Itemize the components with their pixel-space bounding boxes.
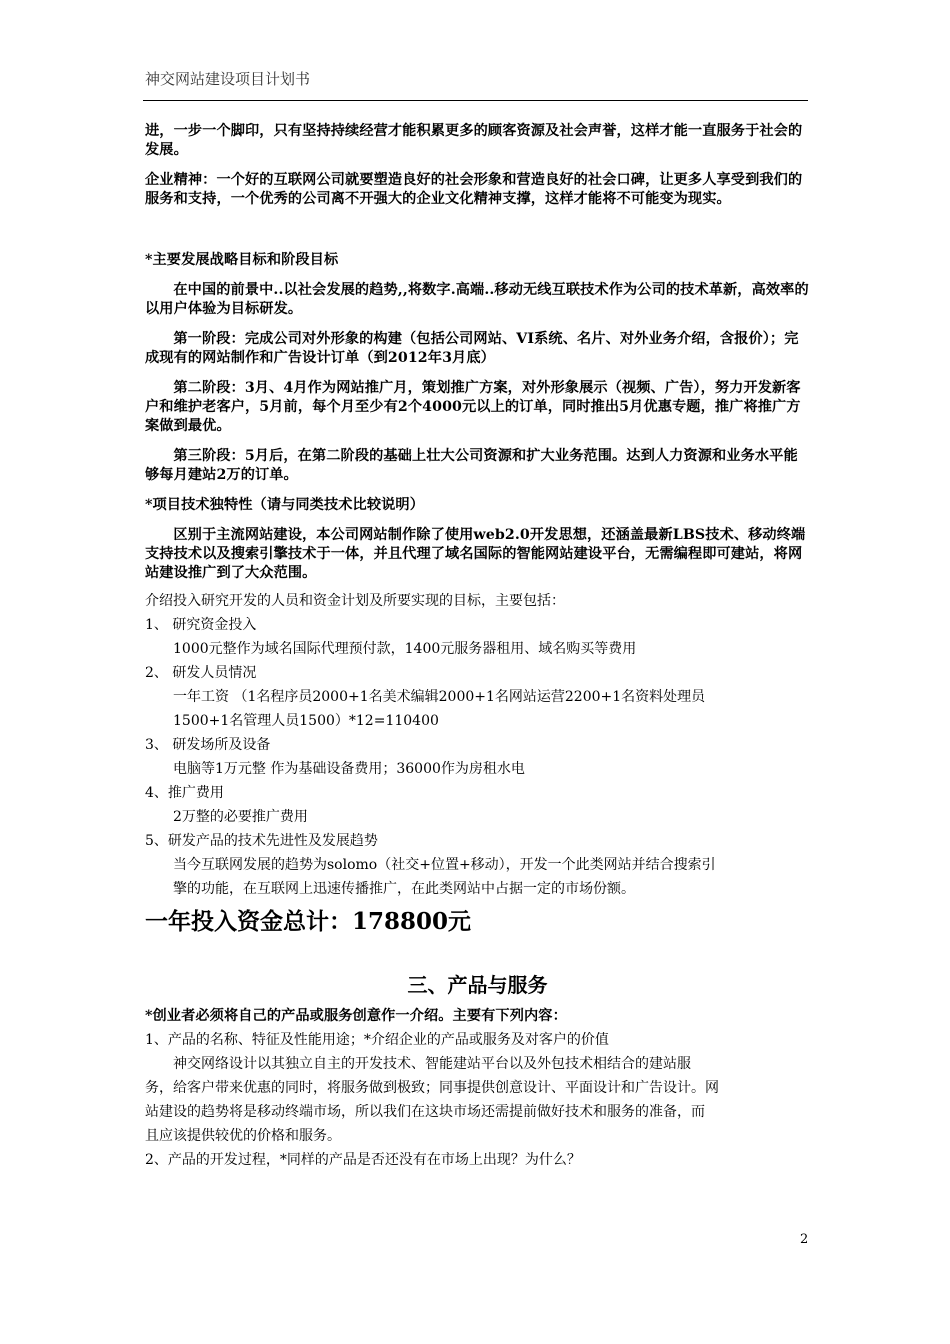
list-detail-technology-2: 擎的功能，在互联网上迅速传播推广，在此类网站中占据一定的市场份额。 bbox=[173, 881, 635, 897]
product-description-3: 站建设的趋势将是移动终端市场，所以我们在这块市场还需提前做好技术和服务的准备，而 bbox=[145, 1104, 705, 1120]
page-number: 2 bbox=[800, 1232, 809, 1247]
list-detail-technology-1: 当今互联网发展的趋势为solomo（社交+位置+移动），开发一个此类网站并结合搜索引 bbox=[173, 857, 716, 873]
heading-product-intro: *创业者必须将自己的产品或服务创意作一介绍。主要有下列内容： bbox=[145, 1008, 567, 1024]
page-content bbox=[145, 122, 810, 1172]
list-detail-staff-2: 1500+1名管理人员1500）*12=110400 bbox=[173, 713, 439, 729]
list-item-product-name: 1、产品的名称、特征及性能用途；*介绍企业的产品或服务及对客户的价值 bbox=[145, 1032, 609, 1048]
heading-tech: *项目技术独特性（请与同类技术比较说明） bbox=[145, 497, 424, 513]
list-detail-staff-1: 一年工资 （1名程序员2000+1名美术编辑2000+1名网站运营2200+1名资料处理员 bbox=[173, 689, 706, 705]
paragraph-strategy: 在中国的前景中..以社会发展的趋势,,将数字.高端..移动无线互联技术作为公司的技术革新，高效率的以用户体验为目标研发。 bbox=[145, 282, 809, 317]
paragraph-phase-2: 第二阶段：3月、4月作为网站推广月，策划推广方案，对外形象展示（视频、广告），努力开发新客户和维护老客户，5月前，每个月至少有2个4000元以上的订单，同时推出5月优惠专题，推广将推广方案做到最优。 bbox=[145, 380, 801, 434]
product-description-1: 神交网络设计以其独立自主的开发技术、智能建站平台以及外包技术相结合的建站服 bbox=[173, 1056, 691, 1072]
paragraph-phase-1: 第一阶段：完成公司对外形象的构建（包括公司网站、VI系统、名片、对外业务介绍，含报价）；完成现有的网站制作和广告设计订单（到2012年3月底） bbox=[145, 331, 799, 366]
list-item-funding: 1、 研究资金投入 bbox=[145, 617, 257, 633]
list-item-facility: 3、 研发场所及设备 bbox=[145, 737, 271, 753]
list-item-technology: 5、研发产品的技术先进性及发展趋势 bbox=[145, 833, 378, 849]
heading-strategy: *主要发展战略目标和阶段目标 bbox=[145, 252, 339, 268]
list-detail-promotion: 2万整的必要推广费用 bbox=[173, 809, 308, 825]
paragraph-continuation: 进，一步一个脚印，只有坚持持续经营才能积累更多的顾客资源及社会声誉，这样才能一直服务于社会的发展。 bbox=[145, 123, 803, 158]
list-item-promotion: 4、推广费用 bbox=[145, 785, 224, 801]
list-detail-funding: 1000元整作为域名国际代理预付款，1400元服务器租用、域名购买等费用 bbox=[173, 641, 637, 657]
product-description-2: 务，给客户带来优惠的同时，将服务做到极致；同事提供创意设计、平面设计和广告设计。网 bbox=[145, 1080, 719, 1096]
intro-text: 介绍投入研究开发的人员和资金计划及所要实现的目标，主要包括： bbox=[145, 593, 565, 609]
list-detail-facility: 电脑等1万元整 作为基础设备费用；36000作为房租水电 bbox=[173, 761, 525, 777]
total-investment: 一年投入资金总计：178800元 bbox=[145, 908, 472, 935]
list-item-development-process: 2、产品的开发过程，*同样的产品是否还没有在市场上出现？为什么？ bbox=[145, 1152, 581, 1168]
section-heading-products: 三、产品与服务 bbox=[407, 973, 548, 997]
paragraph-tech: 区别于主流网站建设，本公司网站制作除了使用web2.0开发思想，还涵盖最新LBS技术、移动终端支持技术以及搜索引擎技术于一体，并且代理了域名国际的智能网站建设平台，无需编程即可建站，将网站建设推广到了大众范围。 bbox=[145, 527, 806, 581]
paragraph-enterprise-spirit: 企业精神：一个好的互联网公司就要塑造良好的社会形象和营造良好的社会口碑，让更多人享受到我们的服务和支持，一个优秀的公司离不开强大的企业文化精神支撑，这样才能将不可能变为现实。 bbox=[145, 172, 803, 207]
list-item-staff: 2、 研发人员情况 bbox=[145, 665, 257, 681]
paragraph-phase-3: 第三阶段：5月后，在第二阶段的基础上壮大公司资源和扩大业务范围。达到人力资源和业务水平能够每月建站2万的订单。 bbox=[145, 448, 798, 483]
product-description-4: 且应该提供较优的价格和服务。 bbox=[145, 1128, 341, 1144]
header-divider bbox=[143, 100, 808, 101]
page-header-title: 神交网站建设项目计划书 bbox=[145, 70, 311, 88]
